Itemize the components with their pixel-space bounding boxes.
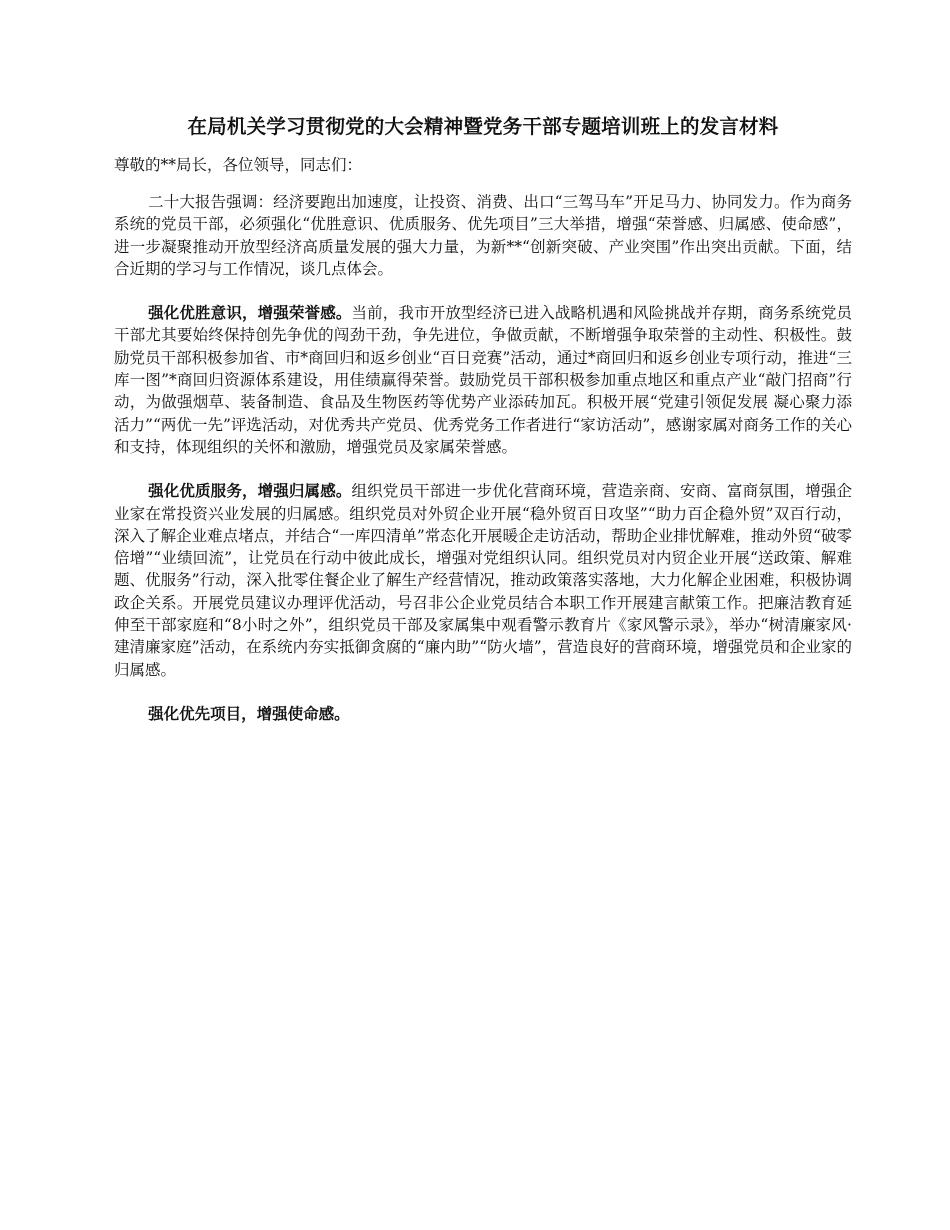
paragraph-belonging bbox=[114, 480, 852, 681]
salutation: 尊敬的**局长，各位领导，同志们： bbox=[114, 156, 363, 174]
paragraph-body: 组织党员干部进一步优化营商环境，营造亲商、安商、富商氛围，增强企业家在常投资兴业发展的归属感。组织党员对外贸企业开展“稳外贸百日攻坚”“助力百企稳外贸”双百行动，深入了解企业难点堵点，并结合“一库四清单”常态化开展暖企走访活动，帮助企业排忧解难，推动外贸“破零倍增”“业绩回流”，让党员在行动中彼此成长，增强对党组织认同。组织党员对内贸企业开展“送政策、解难题、优服务”行动，深入批零住餐企业了解生产经营情况，推动政策落实落地，大力化解企业困难，积极协调政企关系。开展党员建议办理评优活动，号召非公企业党员结合本职工作开展建言献策工作。把廉洁教育延伸至干部家庭和“8小时之外”，组织党员干部及家属集中观看警示教育片《家风警示录》，举办“树清廉家风·建清廉家庭”活动，在系统内夯实抵御贪腐的“廉内助”“防火墙”，营造良好的营商环境，增强党员和企业家的归属感。 bbox=[114, 482, 852, 679]
paragraph-heading: 强化优质服务，增强归属感。 bbox=[148, 482, 352, 501]
paragraph-heading: 强化优胜意识，增强荣誉感。 bbox=[148, 304, 352, 323]
document-page bbox=[114, 112, 852, 747]
paragraph-honor bbox=[114, 302, 852, 458]
paragraph-heading: 强化优先项目，增强使命感。 bbox=[148, 704, 350, 723]
paragraph-body: 二十大报告强调：经济要跑出加速度，让投资、消费、出口“三驾马车”开足马力、协同发力。作为商务系统的党员干部，必须强化“优胜意识、优质服务、优先项目”三大举措，增强“荣誉感、归属感、使命感”，进一步凝聚推动开放型经济高质量发展的强大力量，为新**“创新突破、产业突围”作出突出贡献。下面，结合近期的学习与工作情况，谈几点体会。 bbox=[114, 193, 852, 278]
paragraph-mission bbox=[114, 703, 852, 725]
document-title: 在局机关学习贯彻党的大会精神暨党务干部专题培训班上的发言材料 bbox=[187, 115, 779, 138]
paragraph-body: 当前，我市开放型经济已进入战略机遇和风险挑战并存期，商务系统党员干部尤其要始终保持创先争优的闯劲干劲，争先进位，争做贡献，不断增强争取荣誉的主动性、积极性。鼓励党员干部积极参加省、市*商回归和返乡创业“百日竞赛”活动，通过*商回归和返乡创业专项行动，推进“三库一图”*商回归资源体系建设，用佳绩赢得荣誉。鼓励党员干部积极参加重点地区和重点产业“敲门招商”行动，为做强烟草、装备制造、食品及生物医药等优势产业添砖加瓦。积极开展“党建引领促发展 凝心聚力添活力”“两优一先”评选活动，对优秀共产党员、优秀党务工作者进行“家访活动”，感谢家属对商务工作的关心和支持，体现组织的关怀和激励，增强党员及家属荣誉感。 bbox=[114, 304, 852, 456]
paragraph-intro bbox=[114, 191, 852, 280]
